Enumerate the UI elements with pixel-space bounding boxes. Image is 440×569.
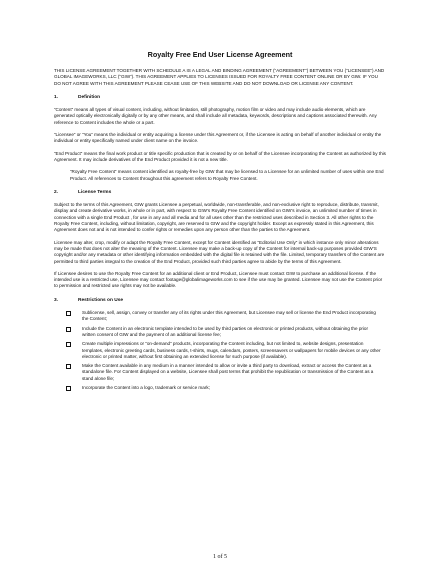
intro-paragraph: THIS LICENSE AGREEMENT TOGETHER WITH SCHEDULE A IS A LEGAL AND BINDING AGREEMENT (“AGREEMENT”) BETWEEN YOU (“LICENSEE”) AND GLOBAL IMAGEWORKS, LLC (“GIW”). THIS AGREEMENT APPLIES TO LICENSES ISSUED FOR ROYALTY FREE CONTENT ONLINE OR BY GIW. IF YOU DO NOT AGREE WITH THIS AGREEMENT PLEASE CEASE USE OF THIS WEBSITE AND DO NOT DOWNLOAD OR LICENSE ANY CONTENT. [54, 68, 385, 86]
list-item: Create multiple impressions or “on-demand” products, incorporating the Content including, but not limited to, website designs, presentation templates, electronic greeting cards, business cards, t-shirts, mugs, calendars, posters, screensavers or wallpapers for mobile devices or any other electronic or printed matter, without first obtaining an extended license for such purpose (if available). [54, 341, 386, 360]
section-number: 3. [54, 297, 59, 303]
square-bullet-icon [66, 364, 71, 369]
definition-content: “Content” means all types of visual content, including, without limitation, still photography, motion film or video and may include audio elements, which are generated optically electronically digitally or by any other means, and shall include all metadata, keywords, descriptions and captions associated therewith. Any reference to Content includes the whole or a part. [54, 107, 377, 125]
list-item: Sublicense, sell, assign, convey or transfer any of its rights under this Agreement, but Licensee may sell or license the End Product incorporating the Content; [54, 310, 386, 323]
document-title: Royalty Free End User License Agreement [147, 50, 293, 59]
page-indicator: 1 of 5 [213, 554, 227, 560]
section-title: License Terms [78, 189, 112, 195]
restrictions-list [54, 310, 386, 391]
section-heading-license-terms [54, 190, 386, 196]
list-item: Incorporate the Content into a logo, trademark or service mark; [54, 385, 386, 391]
section-number: 1. [54, 94, 59, 100]
license-terms-additional-use: If Licensee desires to use the Royalty Free Content for an additional client or End Product, Licensee must contact GIW to purchase an additional license. If the intended use is a restricted use, Licensee may contact footage@globalimageworks.com to see if the use may be granted. Licensee may not use the Content prior to permission and restricted use rights may not be available. [54, 270, 383, 289]
square-bullet-icon [66, 342, 71, 347]
square-bullet-icon [66, 327, 71, 332]
list-item: Include the Content in an electronic template intended to be used by third parties on electronic or printed products, without obtaining the prior written consent of GIW and the payment of an additional license fee; [54, 326, 386, 339]
definition-end-product: “End Product” means the final work product or title specific production that is created by or on behalf of the Licensee incorporating the Content as authorized by this Agreement. It may include derivatives of the End Product provided it is not a new title. [54, 150, 386, 162]
definition-royalty-free-content: “Royalty Free Content” means content identified as royalty-free by GIW that may be licensed to a Licensee for an unlimited number of uses within one End Product. All references to Content throughout this agreement refers to Royalty Free Content. [70, 169, 384, 181]
license-terms-modification: Licensee may alter, crop, modify or adapt the Royalty Free Content, except for Content identified as “Editorial Use Only” in which instance only minor alterations may be made that does not alter the meaning of the Content. Licensee may make a back-up copy of the Content for internal back-up purposes provided GIW’S copyright and/or any metadata or other identifying information embedded with the digital file is retained with the file. Limited, temporary transfers of the Content are permitted to third parties integral to the creation of the End Product, provided such third parties agree to abide by the terms of this Agreement. [54, 239, 385, 264]
square-bullet-icon [66, 311, 71, 316]
square-bullet-icon [66, 386, 71, 391]
definition-licensee: “Licensee” or “You” means the individual or entity acquiring a license under this Agreement or, if the Licensee is acting on behalf of another individual or entity the individual or entity specifically named under client name on the invoice. [54, 132, 382, 144]
license-terms-grant: Subject to the terms of this Agreement, GIW grants Licensee a perpetual, worldwide, non-transferable, and non-exclusive right to reproduce, distribute, transmit, display and create derivative works, in whole or in part, with respect to GIW’s Royalty Free Content identified on GIW’s invoice, an unlimited number of times in connection with a single End Product , for use in any and all media and for all uses other than the restricted uses described in Section 3. All other rights to the Royalty Free Content, including, without limitation, copyright, are reserved to GIW and the copyright holder. Except as expressly stated in this Agreement, this Agreement does not and is not intended to confer rights or remedies upon any person other than the parties to the Agreement. [54, 202, 379, 233]
section-heading-definition [54, 95, 386, 101]
section-title: Restrictions on Use [78, 297, 124, 303]
section-title: Definition [78, 94, 101, 100]
section-number: 2. [54, 189, 59, 195]
list-item: Make the Content available in any medium in a manner intended to allow or invite a third party to download, extract or access the Content as a standalone file. For Content displayed on a website, Licensee shall post terms that prohibit the republication or transmission of the Content as a stand alone file; [54, 363, 386, 382]
section-heading-restrictions [54, 298, 386, 304]
